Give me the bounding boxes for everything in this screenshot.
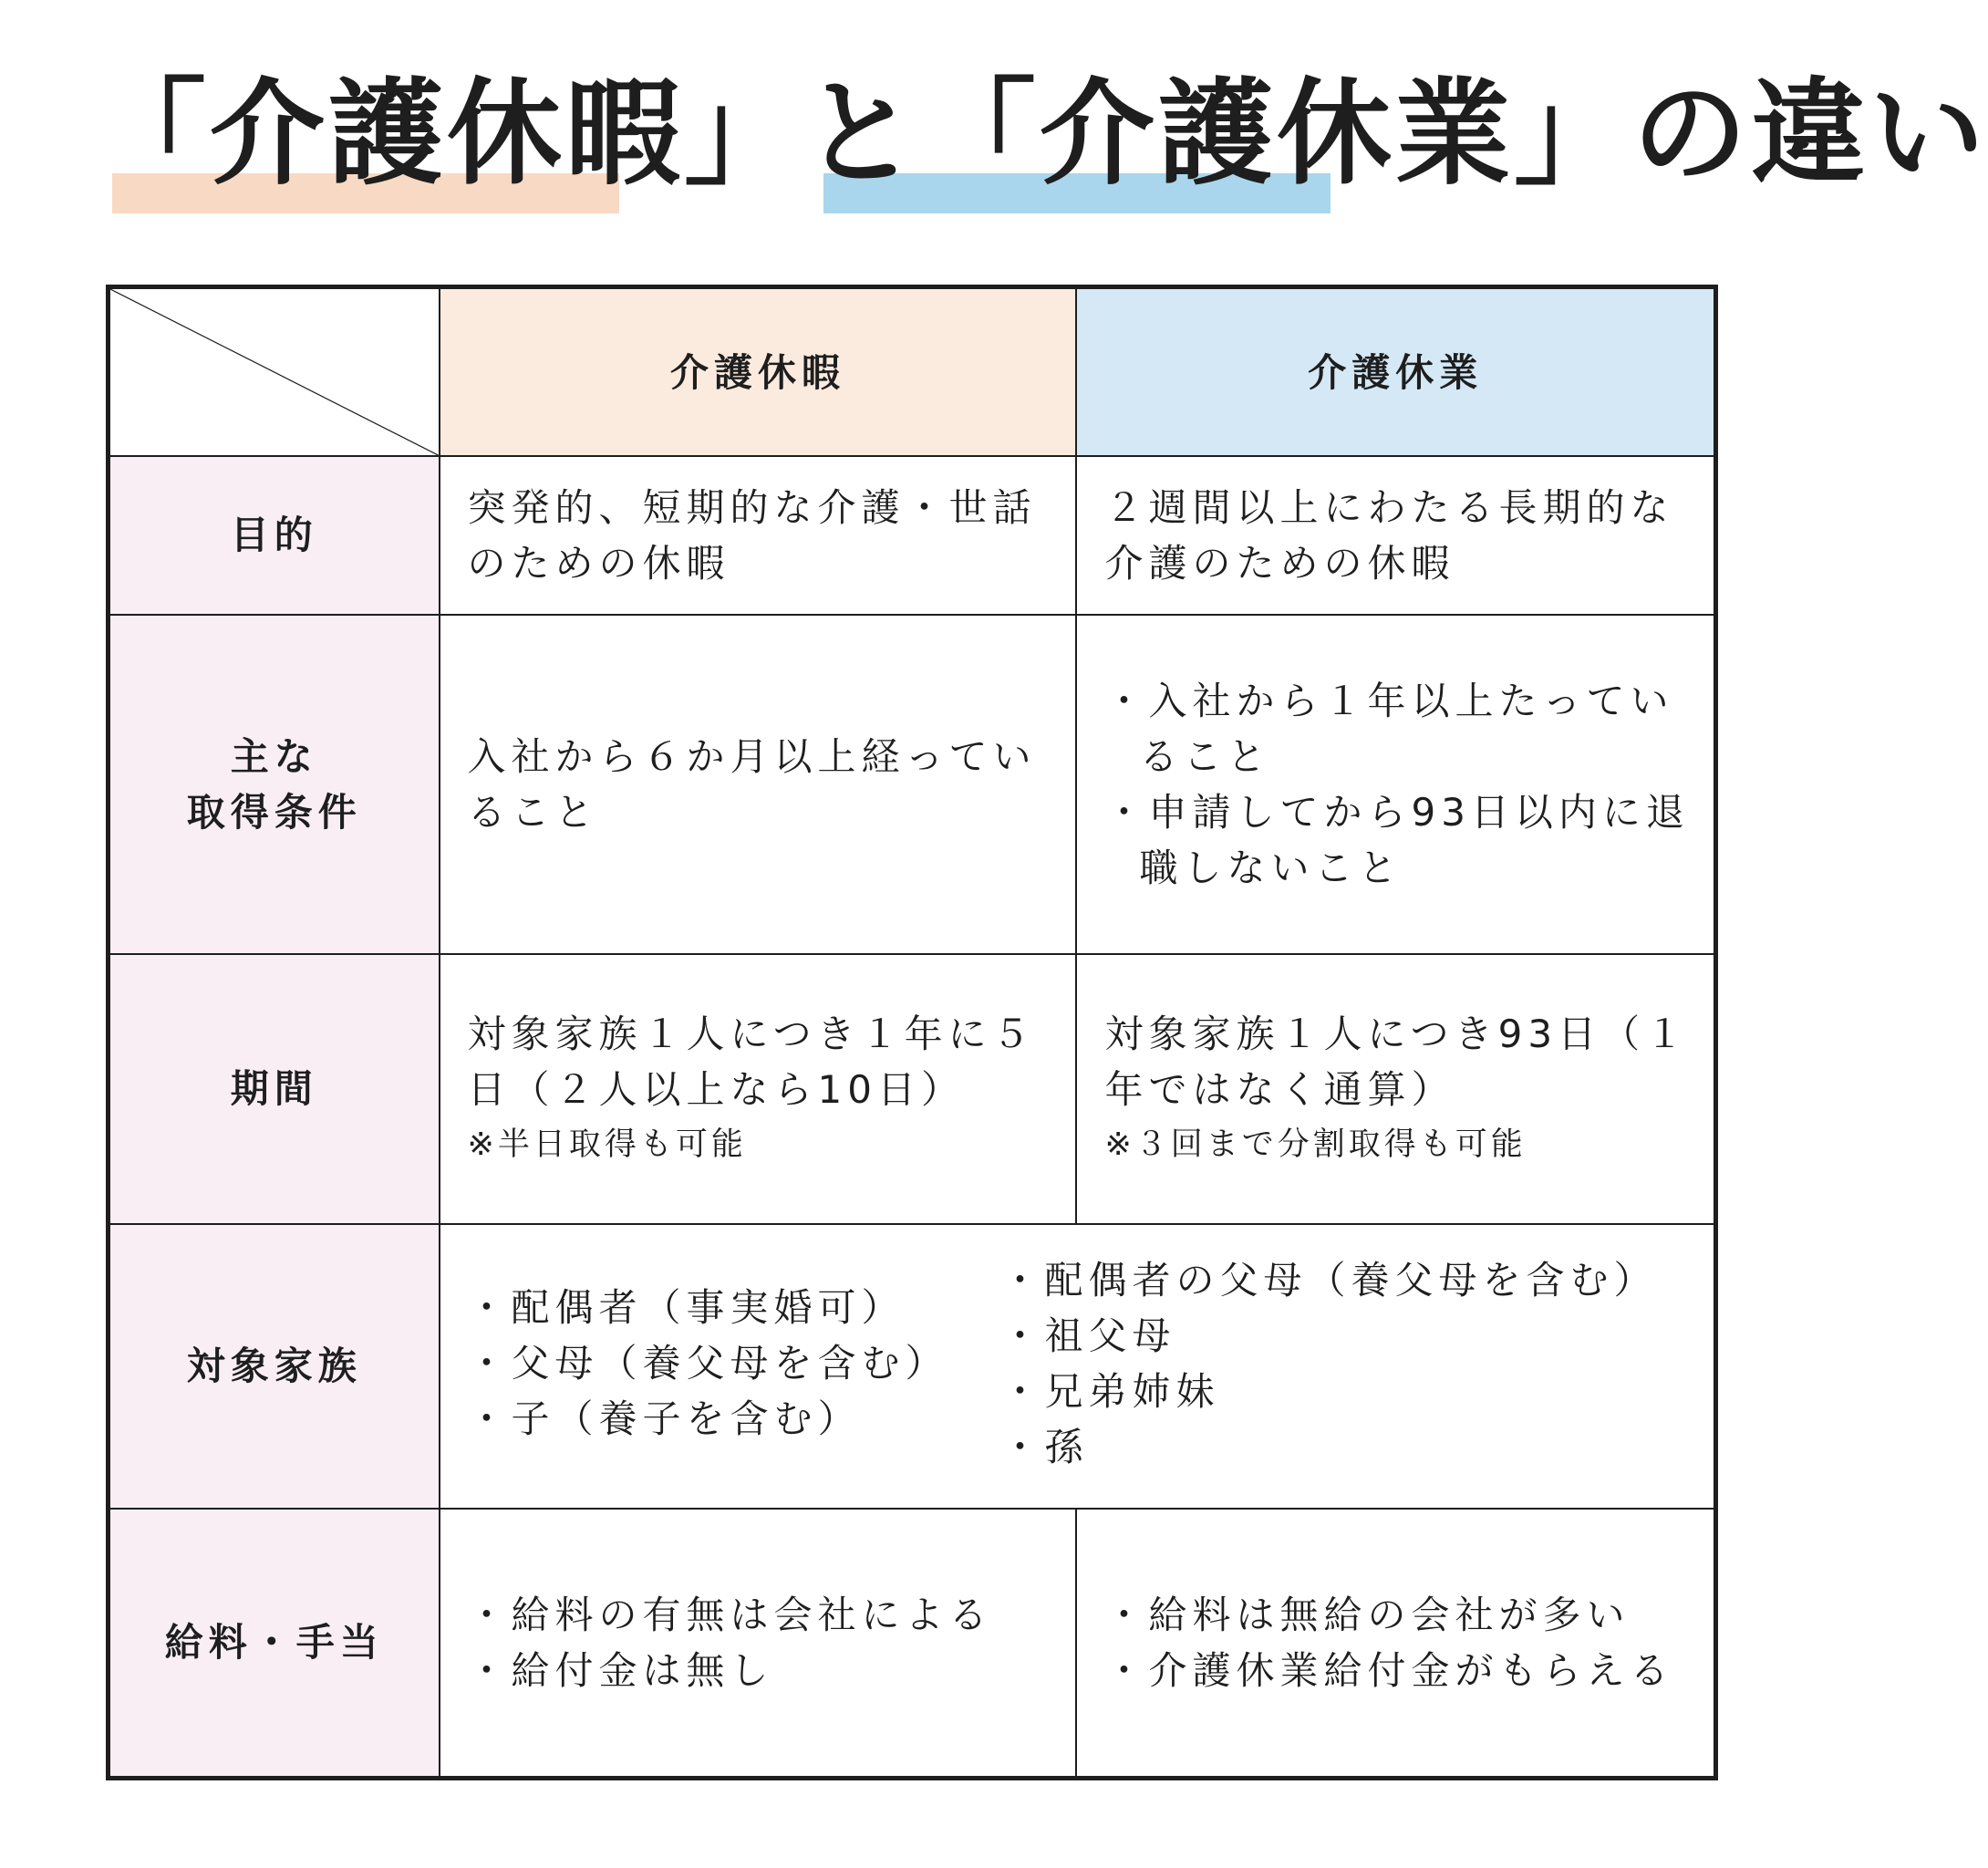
list-item: ・配偶者の父母（養父母を含む）	[1000, 1257, 1658, 1302]
row-header-conditions-line1: 主な	[230, 733, 318, 779]
list-item: ・父母（養父母を含む）	[467, 1340, 949, 1385]
period-absence-cell	[1076, 954, 1715, 1224]
table-row-period	[109, 954, 1716, 1224]
list-item: ・申請してから93日以内に退職しないこと	[1104, 789, 1690, 890]
period-leave-cell	[440, 954, 1077, 1224]
comparison-table	[106, 285, 1718, 1780]
period-absence-note: ※３回まで分割取得も可能	[1104, 1126, 1527, 1163]
table-row-pay	[109, 1509, 1716, 1779]
family-right-list	[1001, 1252, 1658, 1475]
period-leave-note: ※半日取得も可能	[467, 1126, 747, 1163]
title-part1: 「介護休暇」	[91, 67, 802, 201]
corner-cell	[109, 287, 440, 457]
table-header-row	[109, 287, 1716, 457]
row-header-family: 対象家族	[109, 1224, 440, 1509]
list-item: ・給付金は無し	[467, 1647, 774, 1693]
row-header-conditions-line2: 取得条件	[186, 789, 362, 835]
list-item: ・祖父母	[1000, 1313, 1176, 1358]
row-header-period: 期間	[109, 954, 440, 1224]
row-header-purpose: 目的	[109, 456, 440, 615]
column-header-leave: 介護休暇	[440, 287, 1077, 457]
purpose-absence-cell: ２週間以上にわたる長期的な介護のための休暇	[1076, 456, 1715, 615]
row-header-conditions	[109, 615, 440, 954]
title-suffix: の違い	[1632, 67, 1988, 201]
table-row-conditions	[109, 615, 1716, 954]
list-item: ・子（養子を含む）	[467, 1396, 862, 1441]
table-row-purpose	[109, 456, 1716, 615]
conditions-absence-cell	[1076, 615, 1715, 954]
title-connector: と	[802, 67, 921, 201]
list-item: ・入社から１年以上たっていること	[1104, 678, 1674, 779]
title-part2: 「介護休業」	[921, 67, 1632, 201]
period-absence-main: 対象家族１人につき93日（１年ではなく通算）	[1104, 1011, 1690, 1112]
diagonal-line	[110, 289, 439, 455]
row-header-pay: 給料・手当	[109, 1509, 440, 1779]
family-left-list	[468, 1280, 949, 1447]
list-item: ・給料は無給の会社が多い	[1104, 1592, 1631, 1637]
list-item: ・配偶者（事実婚可）	[467, 1284, 906, 1330]
list-item: ・孫	[1000, 1424, 1089, 1469]
conditions-leave-cell: 入社から６か月以上経っていること	[440, 615, 1077, 954]
page-title	[91, 66, 1988, 202]
list-item: ・兄弟姉妹	[1000, 1368, 1220, 1414]
period-leave-main: 対象家族１人につき１年に５日（２人以上なら10日）	[467, 1011, 1036, 1112]
pay-leave-cell	[440, 1509, 1077, 1779]
column-header-absence: 介護休業	[1076, 287, 1715, 457]
list-item: ・給料の有無は会社による	[467, 1592, 993, 1637]
family-cell	[440, 1224, 1716, 1509]
pay-absence-cell	[1076, 1509, 1715, 1779]
purpose-leave-cell: 突発的、短期的な介護・世話のための休暇	[440, 456, 1077, 615]
table-row-family	[109, 1224, 1716, 1509]
family-lists	[440, 1225, 1714, 1504]
title-area	[0, 0, 1988, 237]
list-item: ・介護休業給付金がもらえる	[1104, 1647, 1674, 1693]
